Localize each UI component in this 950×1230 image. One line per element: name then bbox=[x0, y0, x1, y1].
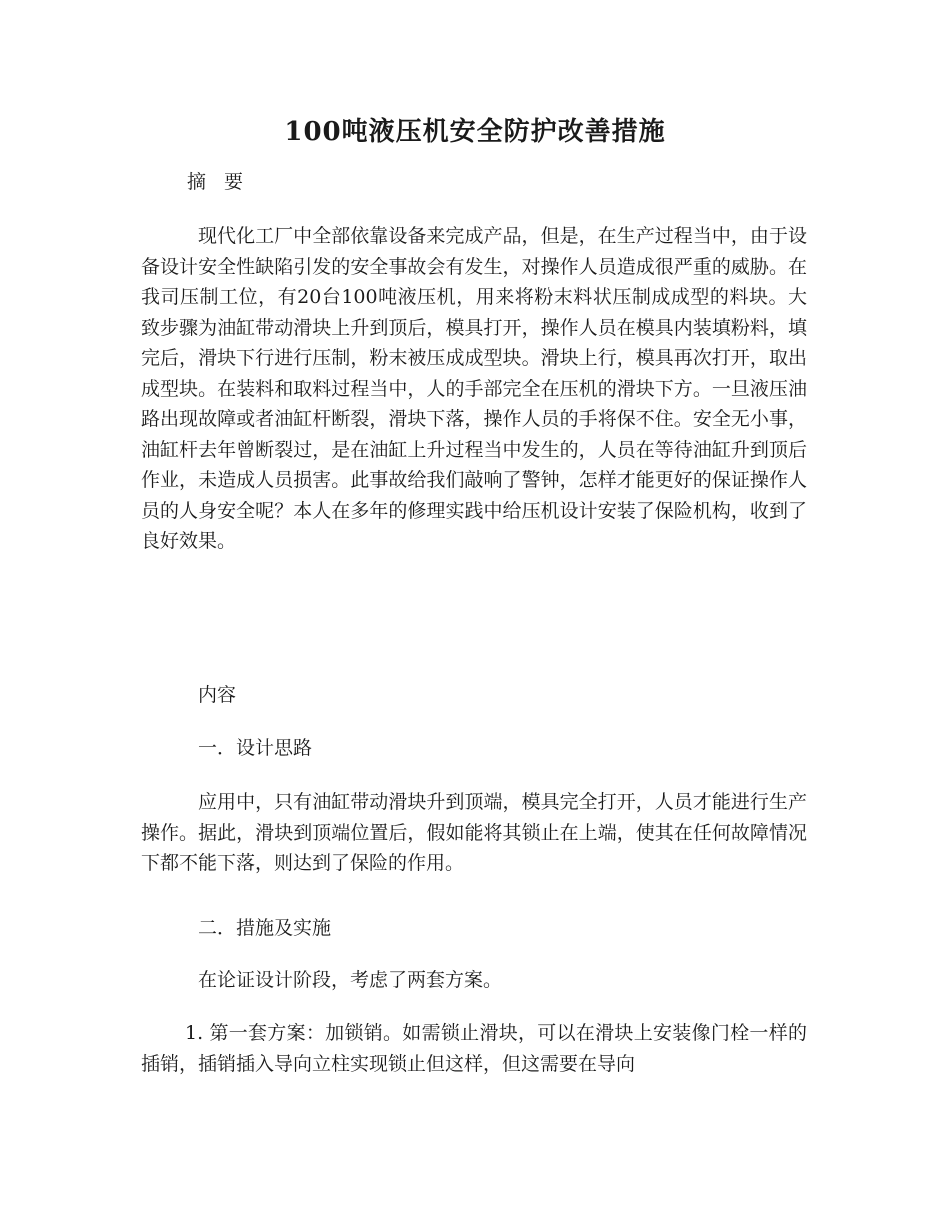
abstract-heading: 摘 要 bbox=[187, 171, 250, 193]
content-heading: 内容 bbox=[198, 684, 237, 706]
document-title: 100吨液压机安全防护改善措施 bbox=[284, 117, 666, 147]
abstract-body: 现代化工厂中全部依靠设备来完成产品，但是，在生产过程当中，由于设备设计安全性缺陷引发的安全事故会有发生，对操作人员造成很严重的威胁。在我司压制工位，有20台100吨液压机，用来将粉末料状压制成成型的料块。大致步骤为油缸带动滑块上升到顶后，模具打开，操作人员在模具内装填粉料，填完后，滑块下行进行压制，粉末被压成成型块。滑块上行，模具再次打开，取出成型块。在装料和取料过程当中，人的手部完全在压机的滑块下方。一旦液压油路出现故障或者油缸杆断裂，滑块下落，操作人员的手将保不住。安全无小事，油缸杆去年曾断裂过，是在油缸上升过程当中发生的，人员在等待油缸升到顶后作业，未造成人员损害。此事故给我们敲响了警钟，怎样才能更好的保证操作人员的人身安全呢？本人在多年的修理实践中给压机设计安装了保险机构，收到了良好效果。 bbox=[141, 225, 807, 552]
section-1-body: 应用中，只有油缸带动滑块升到顶端，模具完全打开，人员才能进行生产操作。据此，滑块到顶端位置后，假如能将其锁止在上端，使其在任何故障情况下都不能下落，则达到了保险的作用。 bbox=[141, 791, 807, 874]
section-2-intro: 在论证设计阶段，考虑了两套方案。 bbox=[198, 969, 503, 991]
section-2-heading: 二．措施及实施 bbox=[198, 917, 332, 939]
section-1-heading: 一．设计思路 bbox=[198, 737, 313, 759]
list-item-1: 1. 第一套方案：加锁销。如需锁止滑块，可以在滑块上安装像门栓一样的插销，插销插入导向立柱实现锁止但这样，但这需要在导向 bbox=[141, 1022, 807, 1075]
